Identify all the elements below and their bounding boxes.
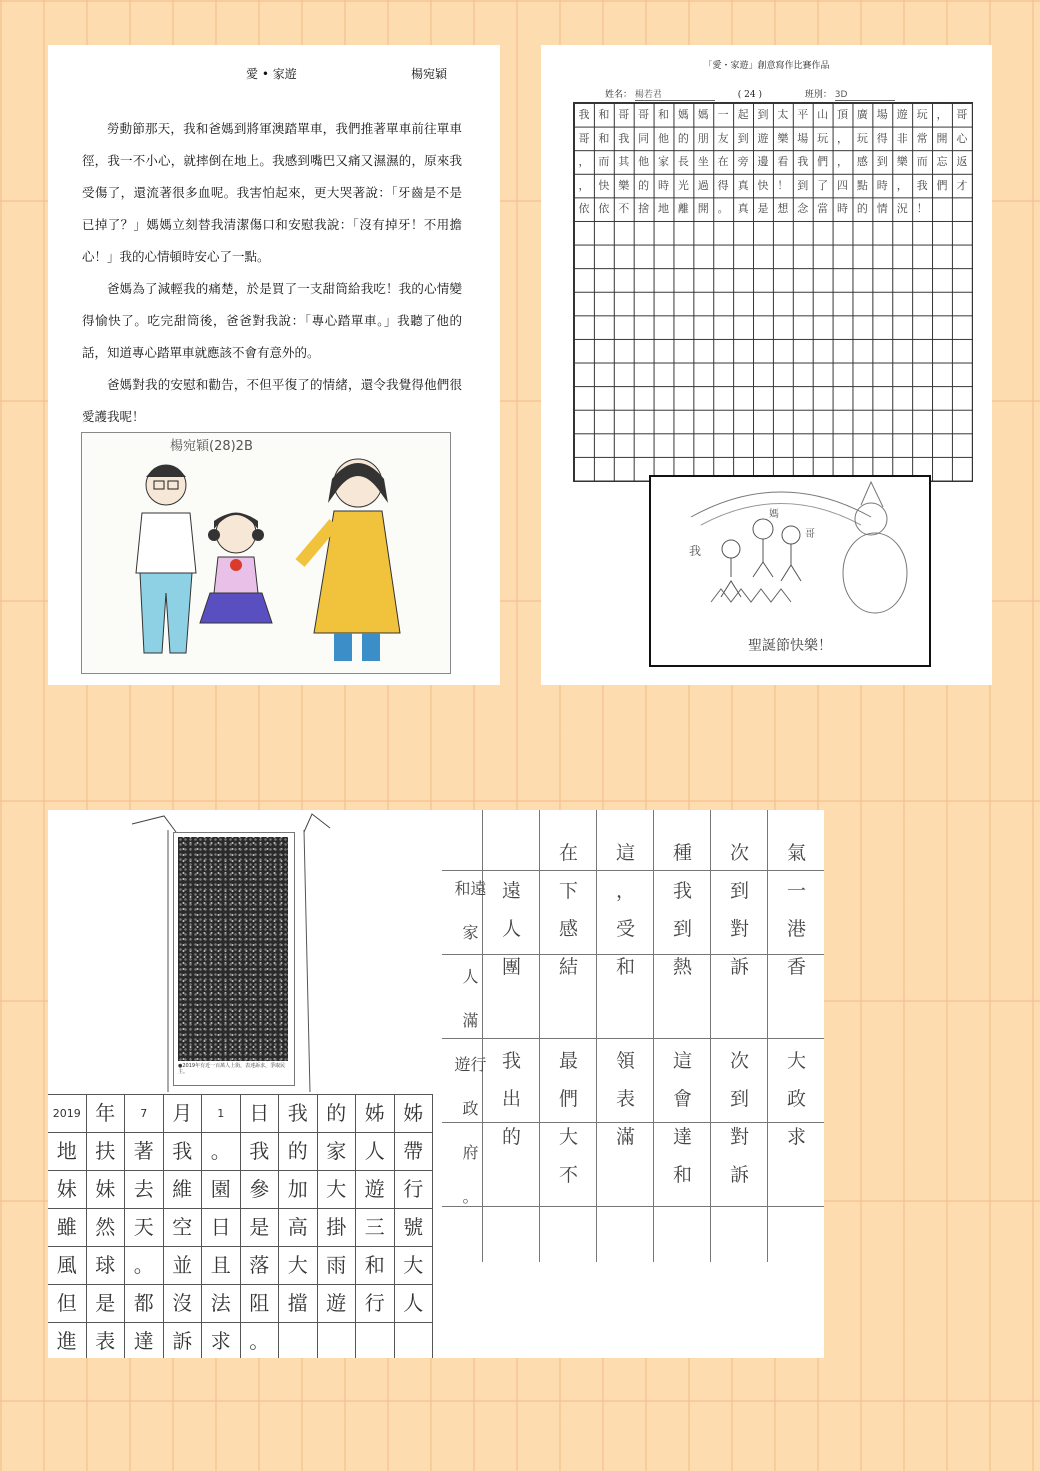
grid-cell: 旁 — [737, 155, 749, 169]
grid-cell: 這 — [672, 1050, 692, 1072]
grid-cell: 場 — [797, 131, 809, 145]
grid-cell: ！ — [777, 178, 789, 192]
grid-cell: 。 — [241, 1323, 280, 1358]
grid-cell: 忘 — [936, 155, 948, 169]
protest-photo — [173, 832, 295, 1086]
grid-cell: 其 — [618, 155, 630, 169]
vertical-column — [596, 810, 654, 1262]
essay-page-1 — [48, 45, 500, 685]
student-info — [605, 87, 895, 101]
grid-cell: 阻 — [241, 1285, 280, 1322]
grid-cell: 和 — [658, 108, 669, 121]
drawing-label-brother: 哥 — [805, 529, 815, 540]
grid-cell: 在 — [717, 155, 729, 169]
grid-cell: 一 — [786, 880, 806, 902]
essay-1-title: 愛 • 家遊 — [246, 67, 297, 81]
grid-cell: 樂 — [618, 178, 630, 192]
photo-caption: ●2019年有近一百萬人上街，表達訴求，爭取民主。 — [178, 1063, 286, 1075]
grid-cell: 領 — [615, 1050, 635, 1072]
grid-cell: 到 — [757, 108, 769, 121]
grid-cell: 同 — [638, 131, 650, 145]
grid-cell: ， — [936, 108, 948, 121]
grid-cell: 擋 — [279, 1285, 318, 1322]
grid-cell — [356, 1323, 395, 1358]
vertical-column — [767, 810, 824, 1262]
grid-cell: 次 — [729, 842, 749, 864]
competition-header: 「愛・家遊」創意寫作比賽作品 — [703, 61, 830, 71]
grid-cell: 人 — [501, 918, 521, 940]
grid-cell: 年 — [87, 1095, 126, 1132]
grid-cell: 加 — [279, 1171, 318, 1208]
grid-cell: 著 — [125, 1133, 164, 1170]
horizontal-writing-grid — [48, 1094, 433, 1358]
essay-page-2 — [541, 45, 992, 685]
grid-cell: 他 — [638, 155, 650, 169]
grid-cell: 訴 — [729, 1164, 749, 1186]
grid-cell: 才 — [956, 178, 968, 192]
grid-cell: 姊 — [356, 1095, 395, 1132]
grid-row — [574, 127, 972, 151]
grid-cell: 平 — [797, 108, 809, 121]
grid-cell: 月 — [164, 1095, 203, 1132]
grid-cell: 落 — [241, 1247, 280, 1284]
grid-row — [574, 197, 972, 221]
grid-cell: 風 — [48, 1247, 87, 1284]
grid-cell: 大 — [395, 1247, 434, 1284]
grid-cell: 然 — [87, 1209, 126, 1246]
grid-cell: 府 — [462, 1143, 479, 1162]
grid-cell: 對 — [729, 918, 749, 940]
grid-cell: 家 — [462, 923, 479, 942]
grid-cell: 想 — [777, 202, 789, 216]
grid-cell: 樂 — [777, 131, 789, 145]
grid-row — [574, 174, 972, 198]
grid-cell: 遊 — [896, 108, 908, 121]
grid-cell: 日 — [202, 1209, 241, 1246]
grid-cell: 我 — [164, 1133, 203, 1170]
grid-cell: 到 — [797, 178, 809, 192]
grid-cell: 我 — [916, 178, 928, 192]
grid-cell: 的 — [501, 1126, 521, 1148]
grid-cell: 表 — [615, 1088, 635, 1110]
grid-cell: 玩 — [916, 108, 928, 121]
essay-1-paragraph: 爸媽為了減輕我的痛楚，於是買了一支甜筒給我吃！我的心情變得愉快了。吃完甜筒後，爸爸對我說：「專心踏單車。」我聽了他的話，知道專心踏單車就應該不會有意外的。 — [82, 281, 462, 360]
grid-cell: 我 — [501, 1050, 521, 1072]
vertical-column — [442, 810, 499, 1262]
grid-cell: 非 — [896, 131, 908, 145]
grid-cell: 。 — [462, 1187, 479, 1206]
grid-cell: 哥 — [956, 108, 968, 121]
grid-cell — [279, 1323, 318, 1358]
grid-cell: 他 — [658, 131, 669, 145]
grid-cell: 維 — [164, 1171, 203, 1208]
name-label: 姓名： — [605, 90, 633, 100]
vertical-column — [710, 810, 768, 1262]
grid-cell: 快 — [598, 178, 610, 192]
grid-cell: 最 — [558, 1050, 578, 1072]
drawing-label-mom: 媽 — [769, 509, 779, 520]
grid-cell: 媽 — [677, 108, 689, 121]
grid-cell: 哥 — [638, 108, 650, 121]
grid-row — [574, 150, 972, 174]
grid-cell: 會 — [672, 1088, 692, 1110]
grid-cell: 我 — [797, 155, 809, 169]
christmas-illustration — [651, 477, 925, 627]
grid-cell: 種 — [672, 842, 692, 864]
grid-cell: ， — [896, 178, 908, 192]
grid-cell: 感 — [558, 918, 578, 940]
grid-cell: 的 — [677, 131, 689, 145]
grid-cell: 的 — [318, 1095, 357, 1132]
grid-cell: 依 — [598, 202, 610, 216]
essay-1-author: 楊宛穎 — [411, 67, 448, 81]
grid-cell: 我 — [618, 131, 630, 145]
grid-cell: 和 — [615, 956, 635, 978]
grid-row — [48, 1323, 433, 1358]
grid-cell: 且 — [202, 1247, 241, 1284]
grid-cell: 香 — [786, 956, 806, 978]
grid-cell — [395, 1323, 434, 1358]
grid-cell: 行 — [395, 1171, 434, 1208]
grid-row — [48, 1209, 433, 1247]
grid-cell: 求 — [786, 1126, 806, 1148]
grid-cell: 況 — [896, 202, 908, 216]
grid-cell: 帶 — [395, 1133, 434, 1170]
grid-cell: 哥 — [578, 131, 590, 145]
grid-cell: 是 — [241, 1209, 280, 1246]
grid-row — [48, 1285, 433, 1323]
grid-cell: 高 — [279, 1209, 318, 1246]
grid-cell: 妹 — [87, 1171, 126, 1208]
grid-cell: 受 — [615, 918, 635, 940]
grid-cell: 感 — [856, 155, 868, 169]
grid-cell: 法 — [202, 1285, 241, 1322]
grid-cell: 大 — [318, 1171, 357, 1208]
grid-cell: 大 — [786, 1050, 806, 1072]
grid-cell: 開 — [936, 131, 948, 145]
grid-cell: 地 — [48, 1133, 87, 1170]
drawing-label-me: 我 — [689, 544, 702, 558]
grid-cell: 參 — [241, 1171, 280, 1208]
grid-cell: 捨 — [638, 202, 650, 216]
family-illustration — [82, 433, 450, 673]
grid-cell — [318, 1323, 357, 1358]
grid-cell: 邊 — [757, 155, 769, 169]
grid-cell: ， — [578, 155, 590, 169]
crowd-image — [178, 837, 288, 1061]
grid-cell: 太 — [777, 108, 789, 121]
grid-cell: 遊 — [318, 1285, 357, 1322]
grid-cell: 大 — [558, 1126, 578, 1148]
grid-cell: 氣 — [786, 842, 806, 864]
grid-cell: 遠 — [501, 880, 521, 902]
grid-cell: 而 — [916, 155, 928, 169]
grid-cell: 們 — [558, 1088, 578, 1110]
grid-cell: 空 — [164, 1209, 203, 1246]
grid-cell: 到 — [729, 880, 749, 902]
grid-cell: 玩 — [856, 131, 868, 145]
vertical-column — [653, 810, 711, 1262]
grid-cell: 真 — [737, 202, 749, 216]
grid-cell: 進 — [48, 1323, 87, 1358]
grid-cell: 常 — [916, 131, 928, 145]
grid-cell: 家 — [658, 155, 669, 169]
grid-cell: 港 — [786, 918, 806, 940]
grid-cell: 。 — [202, 1133, 241, 1170]
grid-cell: 遊 — [757, 131, 769, 145]
grid-cell: 7 — [125, 1095, 164, 1132]
grid-row — [48, 1133, 433, 1171]
grid-cell: 下 — [558, 880, 578, 902]
drawing-label: 楊宛穎(28)2B — [170, 439, 253, 454]
grid-cell: 過 — [697, 178, 709, 192]
grid-cell: 地 — [658, 202, 669, 216]
grid-cell: ， — [837, 155, 849, 169]
grid-cell: 的 — [638, 178, 650, 192]
grid-cell: 們 — [817, 155, 829, 169]
grid-cell: 1 — [202, 1095, 241, 1132]
grid-cell: 了 — [817, 178, 829, 192]
grid-cell: 並 — [164, 1247, 203, 1284]
grid-cell: 到 — [672, 918, 692, 940]
grid-cell: 遊 — [356, 1171, 395, 1208]
grid-cell: 坐 — [697, 155, 709, 169]
grid-cell: 起 — [737, 108, 749, 121]
grid-cell: 念 — [797, 202, 809, 216]
grid-cell: 我 — [672, 880, 692, 902]
grid-cell: 長 — [677, 155, 689, 169]
grid-cell: 雨 — [318, 1247, 357, 1284]
grid-cell: 看 — [777, 155, 789, 169]
grid-cell: 開 — [697, 202, 709, 216]
grid-cell: 媽 — [697, 108, 709, 121]
grid-cell: 滿 — [462, 1011, 479, 1030]
grid-cell: 依 — [578, 202, 590, 216]
grid-cell: 離 — [677, 202, 689, 216]
grid-cell: 人 — [462, 967, 479, 986]
essay-1-body — [82, 113, 462, 433]
grid-cell: 次 — [729, 1050, 749, 1072]
grid-cell: 掛 — [318, 1209, 357, 1246]
grid-cell: 求 — [202, 1323, 241, 1358]
grid-cell: 一 — [717, 108, 729, 121]
grid-cell: 沒 — [164, 1285, 203, 1322]
grid-cell: 表 — [87, 1323, 126, 1358]
grid-cell: 得 — [717, 178, 729, 192]
grid-cell: 人 — [395, 1285, 434, 1322]
grid-cell: 而 — [598, 155, 610, 169]
grid-cell: 廣 — [856, 108, 868, 121]
grid-cell: 場 — [876, 108, 888, 121]
grid-cell: 到 — [729, 1088, 749, 1110]
essay-1-header — [48, 65, 500, 85]
grid-cell: 的 — [856, 202, 868, 216]
grid-cell: 。 — [717, 202, 729, 216]
grid-cell: 訴 — [729, 956, 749, 978]
essay-1-paragraph: 爸媽對我的安慰和勸告，不但平復了的情緒，還令我覺得他們很愛護我呢！ — [82, 377, 462, 424]
grid-cell: 返 — [956, 155, 968, 169]
grid-cell: 扶 — [87, 1133, 126, 1170]
grid-cell: 熱 — [672, 956, 692, 978]
grid-cell: 和 — [598, 131, 610, 145]
grid-cell: 哥 — [618, 108, 630, 121]
grid-cell: 政 — [786, 1088, 806, 1110]
grid-cell: 時 — [876, 178, 888, 192]
grid-cell: ， — [578, 178, 590, 192]
grid-cell: 我 — [279, 1095, 318, 1132]
grid-cell: 不 — [618, 202, 630, 216]
grid-cell: 政 — [462, 1099, 479, 1118]
grid-cell: 我 — [241, 1133, 280, 1170]
grid-cell: 日 — [241, 1095, 280, 1132]
grid-cell: 頂 — [837, 108, 849, 121]
grid-cell: ， — [615, 880, 635, 902]
grid-cell: 樂 — [896, 155, 908, 169]
grid-cell: 達 — [125, 1323, 164, 1358]
grid-cell: 團 — [501, 956, 521, 978]
grid-row — [574, 103, 972, 127]
writing-grid — [573, 102, 973, 482]
grid-cell: 行 — [356, 1285, 395, 1322]
grid-cell: 到 — [737, 131, 749, 145]
grid-cell: 不 — [558, 1164, 578, 1186]
grid-cell: 真 — [737, 178, 749, 192]
grid-cell: 時 — [658, 178, 669, 192]
grid-cell: 但 — [48, 1285, 87, 1322]
grid-cell: 友 — [717, 131, 729, 145]
vertical-writing-grid — [442, 810, 824, 1262]
grid-cell: 在 — [558, 842, 578, 864]
grid-cell: ， — [837, 131, 849, 145]
grid-cell: 得 — [876, 131, 888, 145]
grid-cell: 到 — [876, 155, 888, 169]
grid-cell: 對 — [729, 1126, 749, 1148]
grid-cell: 情 — [876, 202, 888, 216]
grid-cell: 朋 — [697, 131, 709, 145]
grid-cell: 大 — [279, 1247, 318, 1284]
essay-page-3 — [48, 810, 824, 1358]
grid-cell: 和 — [598, 108, 610, 121]
grid-cell: 時 — [837, 202, 849, 216]
essay-1-paragraph: 勞動節那天，我和爸媽到將軍澳踏單車，我們推著單車前往單車徑，我一不小心，就摔倒在地上。我感到嘴巴又痛又濕濕的，原來我受傷了，還流著很多血呢。我害怕起來，更大哭著說：「牙齒是不是已掉了？」媽媽立刻替我清潔傷口和安慰我說：「沒有掉牙！不用擔心！」我的心情頓時安心了一點。 — [82, 121, 462, 264]
grid-cell: 結 — [558, 956, 578, 978]
grid-cell: 人 — [356, 1133, 395, 1170]
grid-cell: 滿 — [615, 1126, 635, 1148]
grid-row — [48, 1171, 433, 1209]
grid-cell: 球 — [87, 1247, 126, 1284]
grid-cell: 點 — [856, 178, 868, 192]
grid-cell: 遊行 — [454, 1055, 487, 1074]
grid-cell: 2019 — [48, 1095, 87, 1132]
name-value: 楊若君 — [635, 87, 715, 101]
class-value: 3D — [835, 90, 895, 101]
grid-cell: 山 — [817, 108, 829, 121]
grid-cell: 雖 — [48, 1209, 87, 1246]
grid-cell: 當 — [817, 202, 829, 216]
grid-cell: 去 — [125, 1171, 164, 1208]
grid-cell: 三 — [356, 1209, 395, 1246]
grid-cell: ！ — [916, 202, 928, 216]
grid-cell: 園 — [202, 1171, 241, 1208]
family-drawing — [81, 432, 451, 674]
grid-cell: 姊 — [395, 1095, 434, 1132]
grid-cell: 我 — [578, 108, 590, 121]
grid-cell: 號 — [395, 1209, 434, 1246]
grid-cell: 訴 — [164, 1323, 203, 1358]
grid-cell: 四 — [837, 178, 849, 192]
christmas-drawing — [649, 475, 931, 667]
grid-cell: 的 — [279, 1133, 318, 1170]
grid-cell: 這 — [615, 842, 635, 864]
grid-cell: 玩 — [817, 131, 829, 145]
class-label: 班別： — [804, 90, 832, 100]
grid-cell: 心 — [956, 131, 968, 145]
grid-cell: 是 — [87, 1285, 126, 1322]
grid-cell: 快 — [757, 178, 769, 192]
grid-cell: 們 — [936, 178, 948, 192]
grid-cell: 是 — [757, 202, 769, 216]
grid-cell: 和 — [672, 1164, 692, 1186]
vertical-column — [539, 810, 597, 1262]
grid-cell: 。 — [125, 1247, 164, 1284]
christmas-caption: 聖誕節快樂！ — [748, 638, 832, 654]
student-number: ( 24 ) — [737, 90, 762, 100]
grid-cell: 家 — [318, 1133, 357, 1170]
grid-cell: 出 — [501, 1088, 521, 1110]
grid-cell: 妹 — [48, 1171, 87, 1208]
grid-cell: 都 — [125, 1285, 164, 1322]
grid-cell: 和 — [356, 1247, 395, 1284]
grid-cell: 天 — [125, 1209, 164, 1246]
grid-row — [48, 1095, 433, 1133]
grid-cell: 光 — [677, 178, 689, 192]
grid-row — [48, 1247, 433, 1285]
grid-cell: 達 — [672, 1126, 692, 1148]
grid-cell: 和遠 — [454, 879, 487, 898]
